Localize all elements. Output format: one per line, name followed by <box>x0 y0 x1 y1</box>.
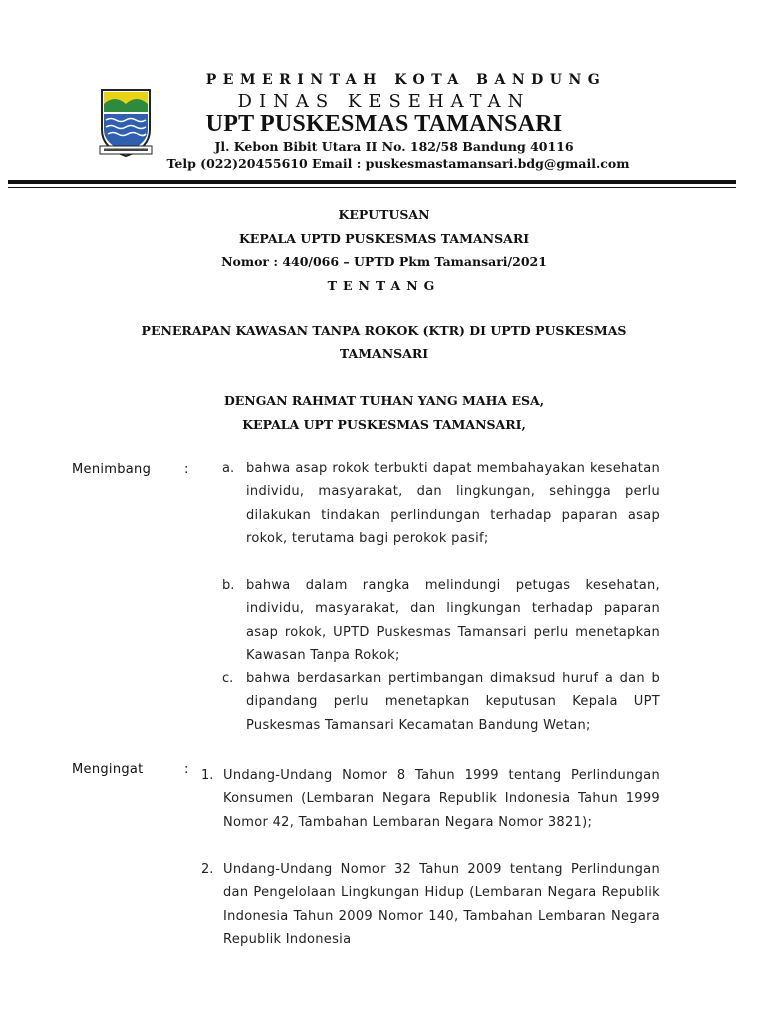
mengingat-item-2: Undang-Undang Nomor 32 Tahun 2009 tentang Perlindungan dan Pengelolaan Lingkungan Hidup (Lembaran Negara Republik Indonesia Tahun 2009 Nomor 140, Tambahan Lembaran Negara Republik Indonesia <box>223 862 660 948</box>
letterhead-institution: UPT PUSKESMAS TAMANSARI <box>205 111 563 137</box>
menimbang-item-a-marker: a. <box>222 461 235 476</box>
decree-number: Nomor : 440/066 – UPTD Pkm Tamansari/2021 <box>221 254 547 269</box>
menimbang-item-c: bahwa berdasarkan pertimbangan dimaksud huruf a dan b dipandang perlu menetapkan keputusan Kepala UPT Puskesmas Tamansari Kecamatan Bandung Wetan; <box>246 671 660 733</box>
decree-title: KEPUTUSAN <box>338 207 430 222</box>
letterhead-divider-thin <box>8 187 736 188</box>
menimbang-colon: : <box>184 462 189 477</box>
decree-issuer: KEPALA UPTD PUSKESMAS TAMANSARI <box>238 231 530 246</box>
mengingat-colon: : <box>184 762 189 777</box>
opening-line1: DENGAN RAHMAT TUHAN YANG MAHA ESA, <box>223 393 545 408</box>
letterhead-department: DINAS KESEHATAN <box>237 91 531 112</box>
letterhead-government: PEMERINTAH KOTA BANDUNG <box>205 72 607 88</box>
mengingat-item-1-marker: 1. <box>201 768 214 783</box>
decree-about: TENTANG <box>327 278 441 293</box>
menimbang-item-b: bahwa dalam rangka melindungi petugas kesehatan, individu, masyarakat, dan lingkungan terhadap paparan asap rokok, UPTD Puskesmas Tamansari perlu menetapkan Kawasan Tanpa Rokok; <box>246 578 660 664</box>
opening-line2: KEPALA UPT PUSKESMAS TAMANSARI, <box>242 417 526 432</box>
menimbang-item-a: bahwa asap rokok terbukti dapat membahayakan kesehatan individu, masyarakat, dan lingkungan, sehingga perlu dilakukan tindakan perlindungan terhadap paparan asap rokok, terutama bagi perokok pasif; <box>246 461 660 547</box>
menimbang-item-b-marker: b. <box>222 578 235 593</box>
decree-subject-line2: TAMANSARI <box>339 346 429 361</box>
mengingat-item-1: Undang-Undang Nomor 8 Tahun 1999 tentang Perlindungan Konsumen (Lembaran Negara Republik Indonesia Tahun 1999 Nomor 42, Tambahan Lembaran Negara Nomor 3821); <box>223 768 660 830</box>
mengingat-label: Mengingat <box>72 762 144 777</box>
letterhead-divider-thick <box>8 180 736 184</box>
decree-subject-line1: PENERAPAN KAWASAN TANPA ROKOK (KTR) DI UPTD PUSKESMAS <box>141 323 627 338</box>
letterhead-contact: Telp (022)20455610 Email : puskesmastamansari.bdg@gmail.com <box>166 156 630 171</box>
menimbang-label: Menimbang <box>72 462 152 477</box>
menimbang-item-c-marker: c. <box>222 671 234 686</box>
letterhead-address: Jl. Kebon Bibit Utara II No. 182/58 Bandung 40116 <box>214 139 574 154</box>
mengingat-item-2-marker: 2. <box>201 862 214 877</box>
